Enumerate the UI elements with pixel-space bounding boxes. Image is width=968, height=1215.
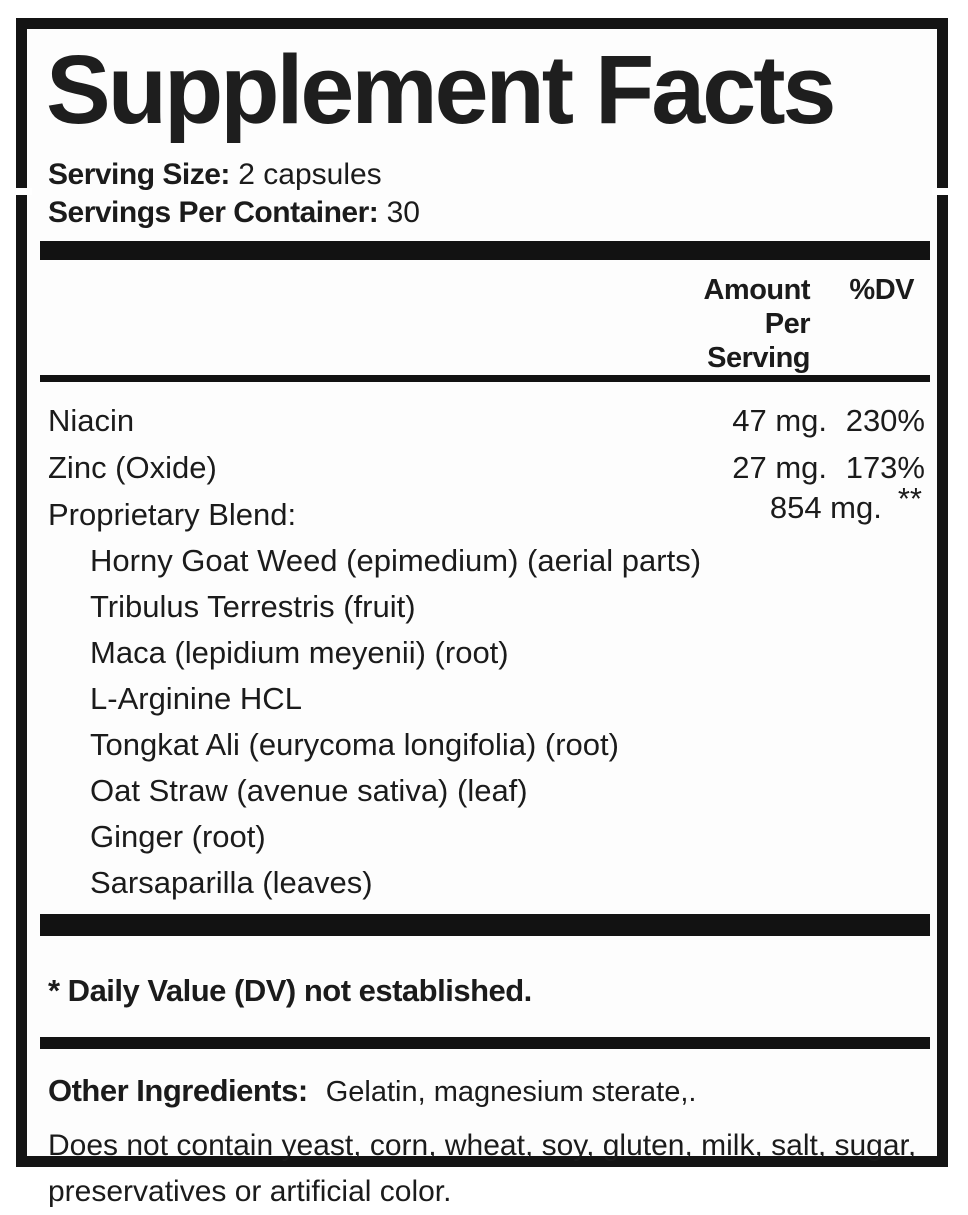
- nutrient-dv: 173%: [845, 450, 925, 485]
- other-ingredients-line: [48, 1072, 930, 1111]
- divider-above-other-ingredients: [40, 1037, 930, 1049]
- amount-per-serving-header: Amount Per Serving: [703, 274, 810, 374]
- blend-amount: 854 mg.: [769, 490, 882, 525]
- disclaimer-line: Does not contain yeast, corn, wheat, soy, gluten, milk, salt, sugar,: [48, 1129, 917, 1162]
- list-item: Oat Straw (avenue sativa) (leaf): [90, 773, 528, 808]
- list-item: Horny Goat Weed (epimedium) (aerial parts): [90, 543, 702, 578]
- divider-thick-middle: [40, 914, 930, 936]
- daily-value-footnote: * Daily Value (DV) not established.: [48, 973, 532, 1008]
- nutrient-amount: 27 mg.: [732, 450, 827, 485]
- other-ingredients-value: Gelatin, magnesium sterate,.: [325, 1076, 697, 1108]
- disclaimer-line: preservatives or artificial color.: [48, 1175, 452, 1208]
- nutrient-table: [48, 382, 930, 906]
- border-seam-left: [12, 188, 32, 195]
- list-item: Ginger (root): [90, 819, 266, 854]
- allergen-disclaimer: [48, 1123, 930, 1215]
- nutrient-amount: 47 mg.: [732, 403, 827, 438]
- supplement-facts-panel: [16, 18, 948, 1208]
- blend-name: Proprietary Blend:: [48, 497, 297, 532]
- nutrient-dv: 230%: [845, 403, 925, 438]
- panel-title: Supplement Facts: [46, 35, 834, 144]
- divider-thick-top: [40, 241, 930, 260]
- other-ingredients-label: Other Ingredients:: [48, 1073, 308, 1108]
- table-header-row: [48, 273, 930, 375]
- header-spacer: [48, 273, 657, 375]
- proprietary-blend-row: [48, 481, 930, 538]
- divider-under-header: [40, 375, 930, 382]
- nutrient-name: Niacin: [48, 403, 135, 438]
- list-item: Tongkat Ali (eurycoma longifolia) (root): [90, 727, 619, 762]
- servings-per-container-label: Servings Per Container:: [48, 196, 379, 229]
- servings-per-container-value: 30: [386, 196, 420, 229]
- list-item: Maca (lepidium meyenii) (root): [90, 635, 509, 670]
- servings-per-container-line: [48, 194, 930, 232]
- dv-header: %DV: [849, 274, 914, 306]
- blend-amount-group: [769, 481, 930, 531]
- table-row: [48, 397, 930, 444]
- serving-size-label: Serving Size:: [48, 158, 230, 191]
- panel-content: [27, 29, 937, 1208]
- list-item: Sarsaparilla (leaves): [90, 865, 373, 900]
- list-item: L-Arginine HCL: [90, 681, 302, 716]
- serving-size-value: 2 capsules: [238, 158, 382, 191]
- blend-ingredient-list: [90, 538, 930, 906]
- border-seam-right: [932, 188, 952, 195]
- nutrient-name: Zinc (Oxide): [48, 450, 217, 485]
- list-item: Tribulus Terrestris (fruit): [90, 589, 416, 624]
- serving-size-line: [48, 156, 930, 194]
- blend-dv-asterisks: **: [897, 481, 922, 516]
- serving-info: [48, 156, 930, 232]
